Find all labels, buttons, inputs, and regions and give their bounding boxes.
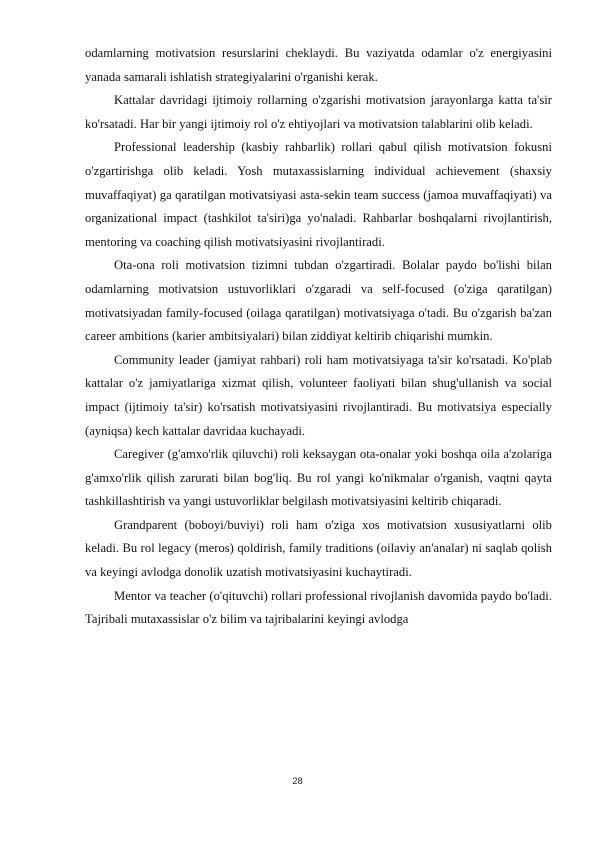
page-number: 28 — [292, 776, 303, 787]
paragraph-mentor: Mentor va teacher (o'qituvchi) rollari professional rivojlanish davomida paydo bo'ladi. Tajribali mutaxassislar o'z bilim va tajribalarini keyingi avlodga — [85, 588, 552, 627]
paragraph-professional-leadership: Professional leadership (kasbiy rahbarlik) rollari qabul qilish motivatsion fokusni o'zgartirishga olib keladi. Yosh mutaxassislarning individual achievement (shaxsiy muvaffaqiyat) ga qaratilgan motivatsiyasi asta-sekin team success (jamoa muvaffaqiyati) va organizational impact (tashkilot ta'siri)ga yo'naladi. Rahbarlar boshqalarni rivojlantirish, mentoring va coaching qilish motivatsiyasini rivojlantiradi. — [85, 140, 552, 249]
paragraph-continuation: odamlarning motivatsion resurslarini cheklaydi. Bu vaziyatda odamlar o'z energiyasini yanada samarali ishlatish strategiyalarini o'rganishi kerak. — [85, 46, 552, 84]
paragraph-caregiver: Caregiver (g'amxo'rlik qiluvchi) roli keksaygan ota-onalar yoki boshqa oila a'zolariga g'amxo'rlik qilish zarurati bilan bog'liq. Bu rol yangi ko'nikmalar o'rganish, vaqtni qayta tashkillashtirish va yangi ustuvorliklar belgilash motivatsiyasini keltirib chiqaradi. — [85, 447, 552, 509]
paragraph-grandparent: Grandparent (boboyi/buviyi) roli ham o'ziga xos motivatsion xususiyatlarni olib keladi. Bu rol legacy (meros) qoldirish, family traditions (oilaviy an'analar) ni saqlab qolish va keyingi avlodga donolik uzatish motivatsiyasini kuchaytiradi. — [85, 517, 552, 580]
paragraph-community-leader: Community leader (jamiyat rahbari) roli ham motivatsiyaga ta'sir ko'rsatadi. Ko'plab kattalar o'z jamiyatlariga xizmat qilish, volunteer faoliyati bilan shug'ullanish va social impact (ijtimoiy ta'sir) ko'rsatish motivatsiyasini rivojlantiradi. Bu motivatsiya especially (ayniqsa) kech kattalar davridaa kuchayadi. — [85, 352, 552, 438]
paragraph-social-roles: Kattalar davridagi ijtimoiy rollarning o'zgarishi motivatsion jarayonlarga katta ta'sir ko'rsatadi. Har bir yangi ijtimoiy rol o'z ehtiyojlari va motivatsion talablarini olib keladi. — [85, 93, 552, 131]
paragraph-parent-role: Ota-ona roli motivatsion tizimni tubdan o'zgartiradi. Bolalar paydo bo'lishi bilan odamlarning motivatsion ustuvorliklari o'zgaradi va self-focused (o'ziga qaratilgan) motivatsiyadan family-focused (oilaga qaratilgan) motivatsiyaga o'tadi. Bu o'zgarish ba'zan career ambitions (karier ambitsiyalari) bilan ziddiyat keltirib chiqarishi mumkin. — [85, 258, 552, 344]
body-text — [85, 42, 552, 632]
